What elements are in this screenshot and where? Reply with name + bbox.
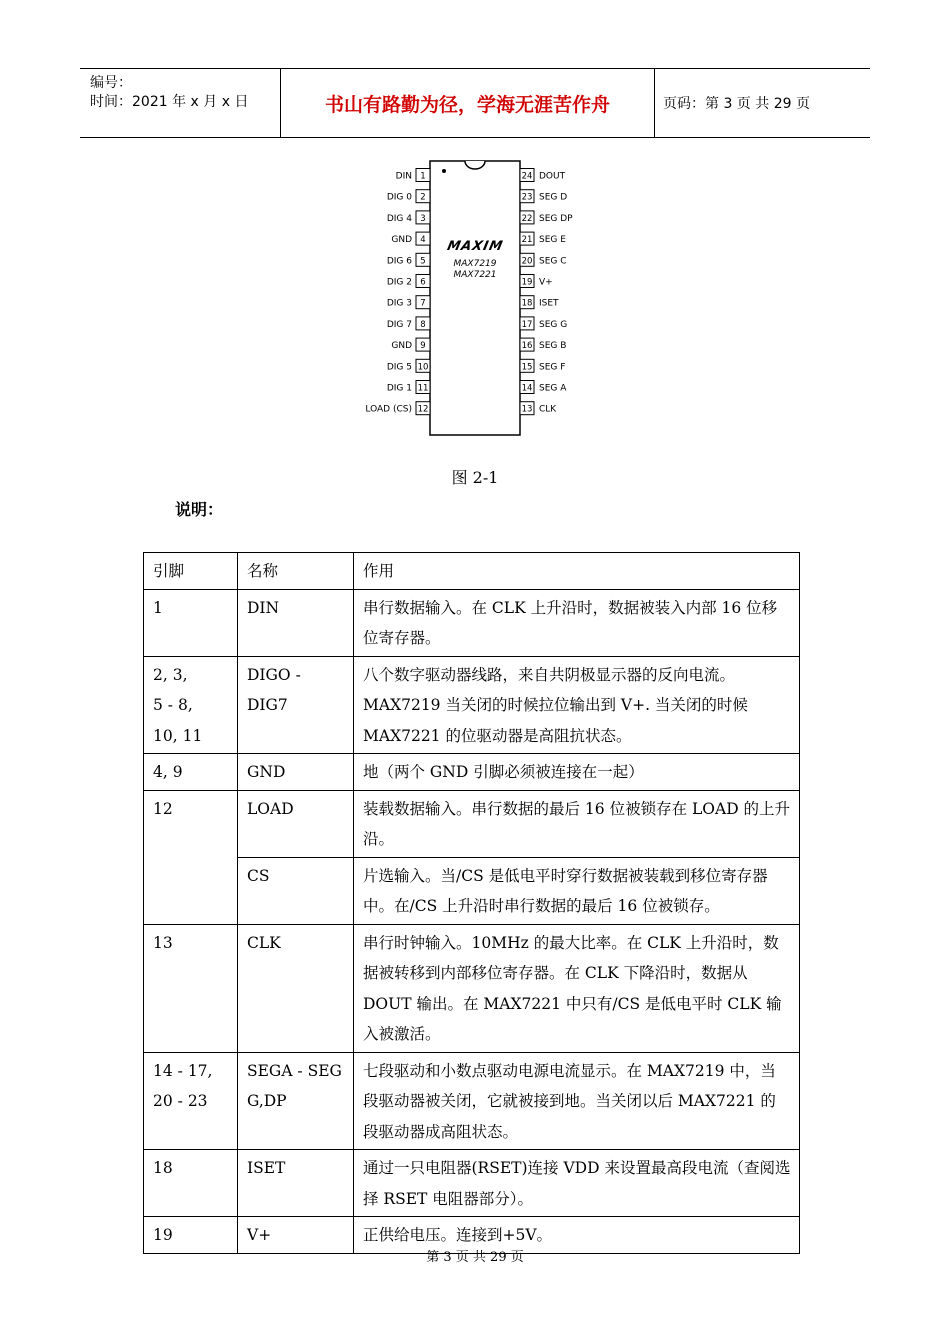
pin-1 bbox=[396, 169, 430, 182]
pin-number: 19 bbox=[521, 277, 533, 288]
name-cell: LOAD bbox=[238, 790, 354, 857]
pin-number: 9 bbox=[420, 341, 426, 352]
pin-number: 5 bbox=[420, 256, 426, 267]
table-header-cell: 名称 bbox=[238, 553, 354, 590]
chip-pinout-figure bbox=[365, 158, 585, 440]
function-cell: 装载数据输入。串行数据的最后 16 位被锁存在 LOAD 的上升沿。 bbox=[354, 790, 800, 857]
pin-number: 7 bbox=[420, 298, 426, 309]
pin-number: 1 bbox=[420, 171, 426, 182]
name-cell: ISET bbox=[238, 1150, 354, 1217]
number-label: 编号： bbox=[90, 75, 132, 91]
pin-5 bbox=[387, 253, 430, 266]
pin-name: ISET bbox=[539, 298, 559, 309]
pin-cell: 4, 9 bbox=[144, 754, 238, 791]
name-cell: CS bbox=[238, 857, 354, 924]
pin-19 bbox=[520, 275, 553, 288]
pin-9 bbox=[391, 338, 430, 351]
pin-name: V+ bbox=[539, 277, 553, 288]
pin-name: CLK bbox=[539, 404, 557, 415]
function-cell: 地（两个 GND 引脚必须被连接在一起） bbox=[354, 754, 800, 791]
pin-number: 17 bbox=[521, 319, 533, 330]
function-cell: 串行数据输入。在 CLK 上升沿时，数据被装入内部 16 位移位寄存器。 bbox=[354, 589, 800, 656]
name-cell: CLK bbox=[238, 924, 354, 1052]
pin-description-table bbox=[143, 552, 800, 1254]
pin-name: LOAD (CS) bbox=[365, 404, 412, 415]
pin-number: 20 bbox=[521, 256, 533, 267]
pin-number: 15 bbox=[521, 362, 533, 373]
pin-name: GND bbox=[391, 235, 412, 246]
pin-number: 24 bbox=[521, 171, 533, 182]
pin-name: SEG E bbox=[539, 235, 566, 246]
pin-3 bbox=[387, 211, 430, 224]
table-row bbox=[144, 857, 800, 924]
pin-20 bbox=[520, 253, 567, 266]
pin-cell: 12 bbox=[144, 790, 238, 924]
model-max7219: MAX7219 bbox=[453, 259, 497, 269]
name-cell: DIN bbox=[238, 589, 354, 656]
figure-caption: 图 2-1 bbox=[451, 468, 499, 487]
pin-22 bbox=[520, 211, 573, 224]
pin-name: SEG F bbox=[539, 362, 566, 373]
pin-number: 14 bbox=[521, 383, 533, 394]
pin-number: 18 bbox=[521, 298, 533, 309]
pin-number: 11 bbox=[417, 383, 429, 394]
name-cell: V+ bbox=[238, 1217, 354, 1254]
table-row bbox=[144, 924, 800, 1052]
pin-name: SEG B bbox=[539, 341, 567, 352]
pin-number: 2 bbox=[420, 192, 426, 203]
pin-name: SEG C bbox=[539, 256, 567, 267]
pin-number: 12 bbox=[417, 404, 429, 415]
pin-name: SEG A bbox=[539, 383, 567, 394]
pin-13 bbox=[520, 402, 557, 415]
pin-name: DIG 2 bbox=[386, 277, 412, 288]
pin-name: DOUT bbox=[539, 171, 566, 182]
pin-15 bbox=[520, 359, 565, 372]
pin-name: DIN bbox=[395, 171, 412, 182]
table-row bbox=[144, 1052, 800, 1150]
note-label: 说明： bbox=[175, 500, 224, 519]
function-cell: 通过一只电阻器(RSET)连接 VDD 来设置最高段电流（查阅选择 RSET 电阻器部分）。 bbox=[354, 1150, 800, 1217]
pin-4 bbox=[391, 232, 430, 245]
pin-2 bbox=[387, 190, 430, 203]
pin-11 bbox=[387, 381, 430, 394]
pin-16 bbox=[520, 338, 566, 351]
pin-cell: 2, 3, 5 - 8, 10, 11 bbox=[144, 656, 238, 754]
pin-12 bbox=[365, 402, 430, 415]
table-row bbox=[144, 754, 800, 791]
pin-number: 3 bbox=[420, 213, 426, 224]
pin-cell: 1 bbox=[144, 589, 238, 656]
pin-name: DIG 5 bbox=[386, 362, 412, 373]
pin-name: GND bbox=[391, 341, 412, 352]
pin-cell: 19 bbox=[144, 1217, 238, 1254]
pin-name: SEG D bbox=[539, 192, 568, 203]
right-pins bbox=[520, 169, 573, 415]
function-cell: 正供给电压。连接到+5V。 bbox=[354, 1217, 800, 1254]
pin-14 bbox=[520, 381, 567, 394]
pin-cell: 13 bbox=[144, 924, 238, 1052]
pin1-dot bbox=[442, 169, 446, 173]
pin-name: DIG 4 bbox=[386, 213, 412, 224]
table-row bbox=[144, 589, 800, 656]
pin-8 bbox=[387, 317, 430, 330]
page-footer: 第 3 页 共 29 页 bbox=[426, 1250, 524, 1265]
table-header-row bbox=[144, 553, 800, 590]
pin-number: 8 bbox=[420, 319, 426, 330]
pin-name: DIG 1 bbox=[386, 383, 412, 394]
pin-name: DIG 7 bbox=[386, 319, 412, 330]
pin-7 bbox=[387, 296, 430, 309]
function-cell: 七段驱动和小数点驱动电源电流显示。在 MAX7219 中，当段驱动器被关闭，它就被接到地。当关闭以后 MAX7221 的段驱动器成高阻状态。 bbox=[354, 1052, 800, 1150]
name-cell: GND bbox=[238, 754, 354, 791]
pin-name: SEG DP bbox=[539, 213, 573, 224]
pin-name: SEG G bbox=[539, 319, 568, 330]
pin-name: DIG 6 bbox=[386, 256, 412, 267]
pin-10 bbox=[387, 359, 430, 372]
pin-number: 4 bbox=[420, 235, 426, 246]
pin-name: DIG 3 bbox=[386, 298, 412, 309]
pin-24 bbox=[520, 169, 566, 182]
pin-name: DIG 0 bbox=[386, 192, 412, 203]
table-row bbox=[144, 790, 800, 857]
function-cell: 片选输入。当/CS 是低电平时穿行数据被装载到移位寄存器中。在/CS 上升沿时串行数据的最后 16 位被锁存。 bbox=[354, 857, 800, 924]
table-row bbox=[144, 656, 800, 754]
pin-21 bbox=[520, 232, 566, 245]
table-header-cell: 作用 bbox=[354, 553, 800, 590]
name-cell: SEGA - SEG G,DP bbox=[238, 1052, 354, 1150]
pin-23 bbox=[520, 190, 567, 203]
header-motto: 书山有路勤为径，学海无涯苦作舟 bbox=[280, 69, 655, 137]
function-cell: 串行时钟输入。10MHz 的最大比率。在 CLK 上升沿时，数据被转移到内部移位寄存器。在 CLK 下降沿时，数据从 DOUT 输出。在 MAX7221 中只有/CS 是低电平时 CLK 输入被激活。 bbox=[354, 924, 800, 1052]
pin-number: 21 bbox=[521, 235, 533, 246]
name-cell: DIGO - DIG7 bbox=[238, 656, 354, 754]
pin-cell: 18 bbox=[144, 1150, 238, 1217]
page-header bbox=[80, 68, 870, 138]
pin-number: 13 bbox=[521, 404, 533, 415]
table-header-cell: 引脚 bbox=[144, 553, 238, 590]
function-cell: 八个数字驱动器线路，来自共阴极显示器的反向电流。MAX7219 当关闭的时候拉位输出到 V+. 当关闭的时候 MAX7221 的位驱动器是高阻抗状态。 bbox=[354, 656, 800, 754]
chip-diagram bbox=[365, 158, 585, 440]
pin-18 bbox=[520, 296, 559, 309]
time-label: 时间：2021 年 x 月 x 日 bbox=[90, 94, 249, 110]
pin-number: 22 bbox=[521, 213, 533, 224]
model-max7221: MAX7221 bbox=[453, 270, 497, 280]
pin-number: 23 bbox=[521, 192, 533, 203]
left-pins bbox=[365, 169, 430, 415]
pin-number: 16 bbox=[521, 341, 533, 352]
pin-number: 6 bbox=[420, 277, 426, 288]
table-row bbox=[144, 1150, 800, 1217]
maxim-logo: MAXIM bbox=[445, 239, 505, 254]
pin-6 bbox=[387, 275, 430, 288]
header-page-info: 页码：第 3 页 共 29 页 bbox=[663, 96, 810, 112]
chip-body bbox=[430, 161, 520, 435]
pin-number: 10 bbox=[417, 362, 429, 373]
header-meta bbox=[80, 69, 280, 137]
pin-cell: 14 - 17, 20 - 23 bbox=[144, 1052, 238, 1150]
pin-17 bbox=[520, 317, 567, 330]
